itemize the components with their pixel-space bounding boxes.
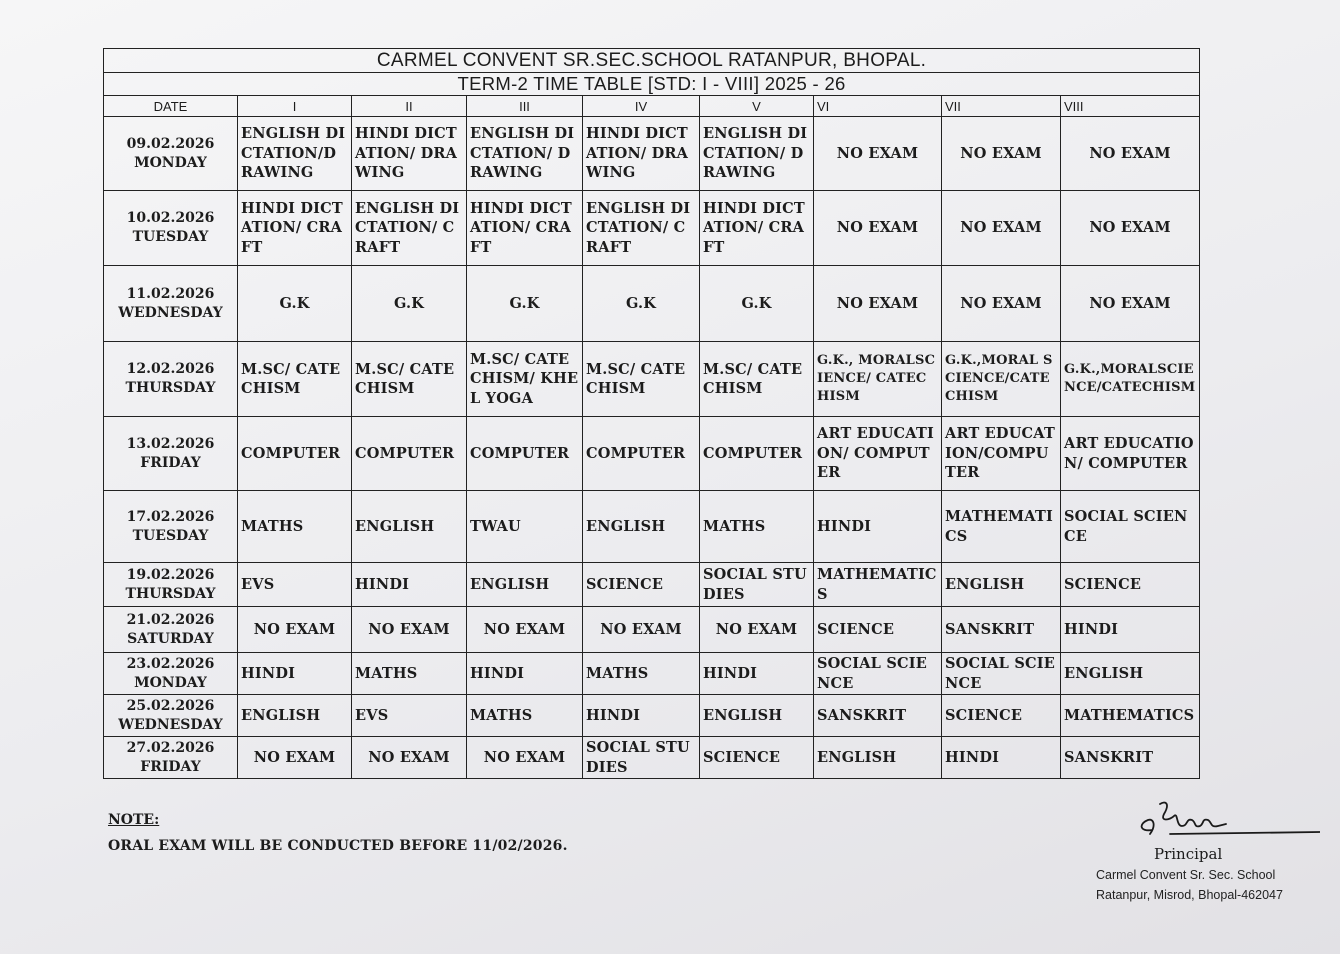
table-row	[104, 695, 1200, 737]
exam-day: THURSDAY	[125, 585, 216, 602]
subject-cell: NO EXAM	[1061, 266, 1200, 342]
exam-day: THURSDAY	[125, 380, 216, 396]
subject-cell: ENGLISH	[1061, 653, 1200, 695]
col-header-class: III	[467, 96, 583, 117]
subject-cell: MATHS	[352, 653, 467, 695]
school-name: CARMEL CONVENT SR.SEC.SCHOOL RATANPUR, BHOPAL.	[104, 49, 1200, 73]
subject-cell: ENGLISH DICTATION/DRAWING	[238, 117, 352, 191]
subject-cell: ENGLISH	[700, 695, 814, 737]
subject-cell: G.K	[700, 266, 814, 342]
subject-cell: ENGLISH DICTATION/ DRAWING	[467, 117, 583, 191]
exam-day: TUESDAY	[132, 527, 209, 544]
exam-date: 23.02.2026	[126, 655, 215, 672]
subject-cell: SOCIAL SCIENCE	[942, 653, 1061, 695]
subject-cell: MATHS	[700, 491, 814, 563]
subject-cell: HINDI DICTATION/ DRAWING	[352, 117, 467, 191]
date-cell	[104, 491, 238, 563]
subject-cell: MATHS	[467, 695, 583, 737]
subject-cell: HINDI DICTATION/ DRAWING	[583, 117, 700, 191]
subject-cell: HINDI DICTATION/ CRAFT	[238, 191, 352, 266]
subject-cell: SCIENCE	[700, 737, 814, 779]
timetable-subtitle: TERM-2 TIME TABLE [STD: I - VIII] 2025 - 26	[104, 73, 1200, 96]
subject-cell: NO EXAM	[814, 266, 942, 342]
subject-cell: G.K	[352, 266, 467, 342]
subject-cell: NO EXAM	[238, 737, 352, 779]
date-cell	[104, 607, 238, 653]
subject-cell: NO EXAM	[467, 737, 583, 779]
exam-date: 12.02.2026	[126, 361, 215, 377]
date-cell	[104, 653, 238, 695]
subject-cell: NO EXAM	[814, 191, 942, 266]
subject-cell: SOCIAL SCIENCE	[1061, 491, 1200, 563]
col-header-class: II	[352, 96, 467, 117]
subject-cell: SANSKRIT	[1061, 737, 1200, 779]
note-text: ORAL EXAM WILL BE CONDUCTED BEFORE 11/02/2026.	[108, 838, 568, 854]
subject-cell: NO EXAM	[942, 266, 1061, 342]
subject-cell: G.K.,MORAL SCIENCE/CATECHISM	[942, 342, 1061, 417]
exam-date: 19.02.2026	[126, 566, 215, 583]
col-header-class: VIII	[1061, 96, 1200, 117]
subject-cell: ENGLISH DICTATION/ CRAFT	[583, 191, 700, 266]
subject-cell: M.SC/ CATECHISM/ KHEL YOGA	[467, 342, 583, 417]
subject-cell: ENGLISH	[352, 491, 467, 563]
school-title-row	[104, 49, 1200, 73]
exam-date: 25.02.2026	[126, 697, 215, 714]
subject-cell: G.K	[467, 266, 583, 342]
exam-date: 27.02.2026	[126, 739, 215, 756]
timetable-body	[104, 117, 1200, 779]
date-cell	[104, 417, 238, 491]
table-row	[104, 653, 1200, 695]
table-row	[104, 491, 1200, 563]
subject-cell: G.K., MORALSCIENCE/ CATECHISM	[814, 342, 942, 417]
subject-cell: MATHEMATICS	[1061, 695, 1200, 737]
subject-cell: SCIENCE	[814, 607, 942, 653]
date-cell	[104, 117, 238, 191]
exam-day: WEDNESDAY	[118, 304, 223, 321]
subject-cell: NO EXAM	[700, 607, 814, 653]
subject-cell: G.K.,MORALSCIENCE/CATECHISM	[1061, 342, 1200, 417]
subject-cell: SOCIAL SCIENCE	[814, 653, 942, 695]
date-cell	[104, 342, 238, 417]
subject-cell: SCIENCE	[942, 695, 1061, 737]
subject-cell: COMPUTER	[352, 417, 467, 491]
table-row	[104, 191, 1200, 266]
exam-day: FRIDAY	[140, 454, 201, 471]
date-cell	[104, 695, 238, 737]
exam-day: WEDNESDAY	[118, 716, 223, 733]
subject-cell: SCIENCE	[583, 563, 700, 607]
exam-date: 11.02.2026	[126, 285, 215, 302]
subject-cell: MATHEMATICS	[942, 491, 1061, 563]
exam-date: 17.02.2026	[126, 508, 215, 525]
table-row	[104, 117, 1200, 191]
col-header-class: VI	[814, 96, 942, 117]
col-header-class: V	[700, 96, 814, 117]
date-cell	[104, 191, 238, 266]
subject-cell: NO EXAM	[942, 117, 1061, 191]
subject-cell: M.SC/ CATECHISM	[700, 342, 814, 417]
subject-cell: NO EXAM	[352, 607, 467, 653]
school-address-line1: Carmel Convent Sr. Sec. School	[1096, 868, 1276, 882]
subject-cell: HINDI	[238, 653, 352, 695]
principal-signature	[1130, 790, 1320, 850]
subtitle-row	[104, 73, 1200, 96]
col-header-date: DATE	[104, 96, 238, 117]
subject-cell: NO EXAM	[467, 607, 583, 653]
table-row	[104, 342, 1200, 417]
subject-cell: HINDI	[1061, 607, 1200, 653]
subject-cell: NO EXAM	[238, 607, 352, 653]
col-header-class: IV	[583, 96, 700, 117]
exam-date: 13.02.2026	[126, 435, 215, 452]
table-row	[104, 737, 1200, 779]
subject-cell: HINDI	[814, 491, 942, 563]
subject-cell: SANSKRIT	[814, 695, 942, 737]
exam-day: MONDAY	[134, 674, 207, 691]
subject-cell: ENGLISH	[583, 491, 700, 563]
subject-cell: COMPUTER	[467, 417, 583, 491]
note-label: NOTE:	[108, 812, 160, 828]
subject-cell: NO EXAM	[1061, 191, 1200, 266]
table-row	[104, 266, 1200, 342]
subject-cell: HINDI	[942, 737, 1061, 779]
col-header-class: VII	[942, 96, 1061, 117]
column-header-row	[104, 96, 1200, 117]
subject-cell: HINDI	[467, 653, 583, 695]
subject-cell: MATHEMATICS	[814, 563, 942, 607]
subject-cell: ENGLISH DICTATION/ DRAWING	[700, 117, 814, 191]
subject-cell: SCIENCE	[1061, 563, 1200, 607]
subject-cell: HINDI DICTATION/ CRAFT	[700, 191, 814, 266]
subject-cell: ART EDUCATION/COMPUTER	[942, 417, 1061, 491]
date-cell	[104, 737, 238, 779]
subject-cell: EVS	[238, 563, 352, 607]
subject-cell: MATHS	[583, 653, 700, 695]
subject-cell: HINDI	[700, 653, 814, 695]
subject-cell: COMPUTER	[583, 417, 700, 491]
subject-cell: COMPUTER	[238, 417, 352, 491]
subject-cell: ART EDUCATION/ COMPUTER	[1061, 417, 1200, 491]
subject-cell: G.K	[238, 266, 352, 342]
subject-cell: NO EXAM	[583, 607, 700, 653]
exam-date: 10.02.2026	[126, 210, 215, 226]
subject-cell: M.SC/ CATECHISM	[352, 342, 467, 417]
subject-cell: NO EXAM	[352, 737, 467, 779]
exam-date: 09.02.2026	[126, 135, 215, 152]
subject-cell: ENGLISH	[814, 737, 942, 779]
subject-cell: ENGLISH DICTATION/ CRAFT	[352, 191, 467, 266]
subject-cell: ART EDUCATION/ COMPUTER	[814, 417, 942, 491]
subject-cell: TWAU	[467, 491, 583, 563]
subject-cell: HINDI	[583, 695, 700, 737]
subject-cell: SOCIAL STUDIES	[583, 737, 700, 779]
subject-cell: HINDI	[352, 563, 467, 607]
subject-cell: NO EXAM	[1061, 117, 1200, 191]
subject-cell: EVS	[352, 695, 467, 737]
subject-cell: NO EXAM	[942, 191, 1061, 266]
col-header-class: I	[238, 96, 352, 117]
signature-block	[1090, 790, 1320, 910]
table-row	[104, 563, 1200, 607]
subject-cell: ENGLISH	[942, 563, 1061, 607]
timetable	[103, 48, 1200, 779]
exam-day: TUESDAY	[132, 229, 209, 245]
subject-cell: G.K	[583, 266, 700, 342]
subject-cell: HINDI DICTATION/ CRAFT	[467, 191, 583, 266]
school-address-line2: Ratanpur, Misrod, Bhopal-462047	[1096, 888, 1283, 902]
date-cell	[104, 266, 238, 342]
table-row	[104, 417, 1200, 491]
subject-cell: M.SC/ CATECHISM	[583, 342, 700, 417]
subject-cell: COMPUTER	[700, 417, 814, 491]
subject-cell: MATHS	[238, 491, 352, 563]
exam-day: FRIDAY	[140, 758, 201, 775]
exam-day: SATURDAY	[127, 630, 214, 647]
subject-cell: ENGLISH	[467, 563, 583, 607]
principal-title: Principal	[1154, 845, 1223, 863]
subject-cell: NO EXAM	[814, 117, 942, 191]
subject-cell: M.SC/ CATECHISM	[238, 342, 352, 417]
exam-day: MONDAY	[134, 154, 207, 171]
exam-date: 21.02.2026	[126, 611, 215, 628]
date-cell	[104, 563, 238, 607]
subject-cell: SANSKRIT	[942, 607, 1061, 653]
subject-cell: ENGLISH	[238, 695, 352, 737]
subject-cell: SOCIAL STUDIES	[700, 563, 814, 607]
table-row	[104, 607, 1200, 653]
